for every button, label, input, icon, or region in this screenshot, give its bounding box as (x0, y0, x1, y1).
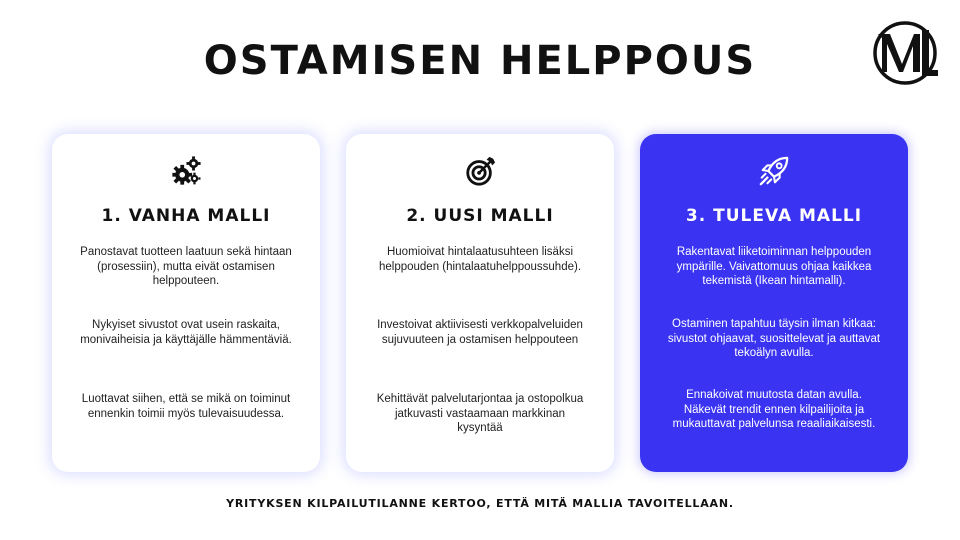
target-icon (346, 154, 614, 190)
card-paragraph: Rakentavat liiketoiminnan helppouden ympärille. Vaivattomuus ohjaa kaikkea tekemistä (Ikean hintamalli). (676, 246, 872, 287)
brand-logo (872, 20, 940, 86)
card-paragraph: Huomioivat hintalaatusuhteen lisäksi helppouden (hintalaatuhelppoussuhde). (378, 246, 582, 273)
card-paragraph: Luottavat siihen, että se mikä on toiminut ennenkin toimii myös tulevaisuudessa. (81, 393, 291, 420)
card-heading: 3. TULEVA MALLI (685, 206, 863, 226)
card-paragraph: Ennakoivat muutosta datan avulla. Näkevät trendit ennen kilpailijoita ja mukauttavat palvelunsa reaaliaikaisesti. (672, 389, 876, 430)
card-paragraph: Nykyiset sivustot ovat usein raskaita, monivaiheisia ja käyttäjälle hämmentäviä. (80, 319, 292, 346)
card-paragraph: Investoivat aktiivisesti verkkopalveluiden sujuvuuteen ja ostamisen helppouteen (377, 319, 583, 346)
card-new-model (346, 134, 614, 472)
card-heading: 2. UUSI MALLI (406, 206, 554, 226)
gears-icon (52, 154, 320, 190)
card-heading: 1. VANHA MALLI (101, 206, 271, 226)
slide-title: OSTAMISEN HELPPOUS (203, 38, 757, 84)
card-paragraph: Panostavat tuotteen laatuun sekä hintaan (prosessiin), mutta eivät ostamisen helppouteen. (80, 246, 292, 287)
card-paragraph: Ostaminen tapahtuu täysin ilman kitkaa: sivustot ohjaavat, suosittelevat ja auttavat tekoälyn avulla. (667, 318, 881, 359)
card-old-model (52, 134, 320, 472)
card-paragraph: Kehittävät palvelutarjontaa ja ostopolkua jatkuvasti vastaamaan markkinan kysyntää (376, 393, 584, 434)
card-future-model (640, 134, 908, 472)
slide-footer: YRITYKSEN KILPAILUTILANNE KERTOO, ETTÄ MITÄ MALLIA TAVOITELLAAN. (226, 497, 734, 510)
rocket-icon (640, 154, 908, 190)
